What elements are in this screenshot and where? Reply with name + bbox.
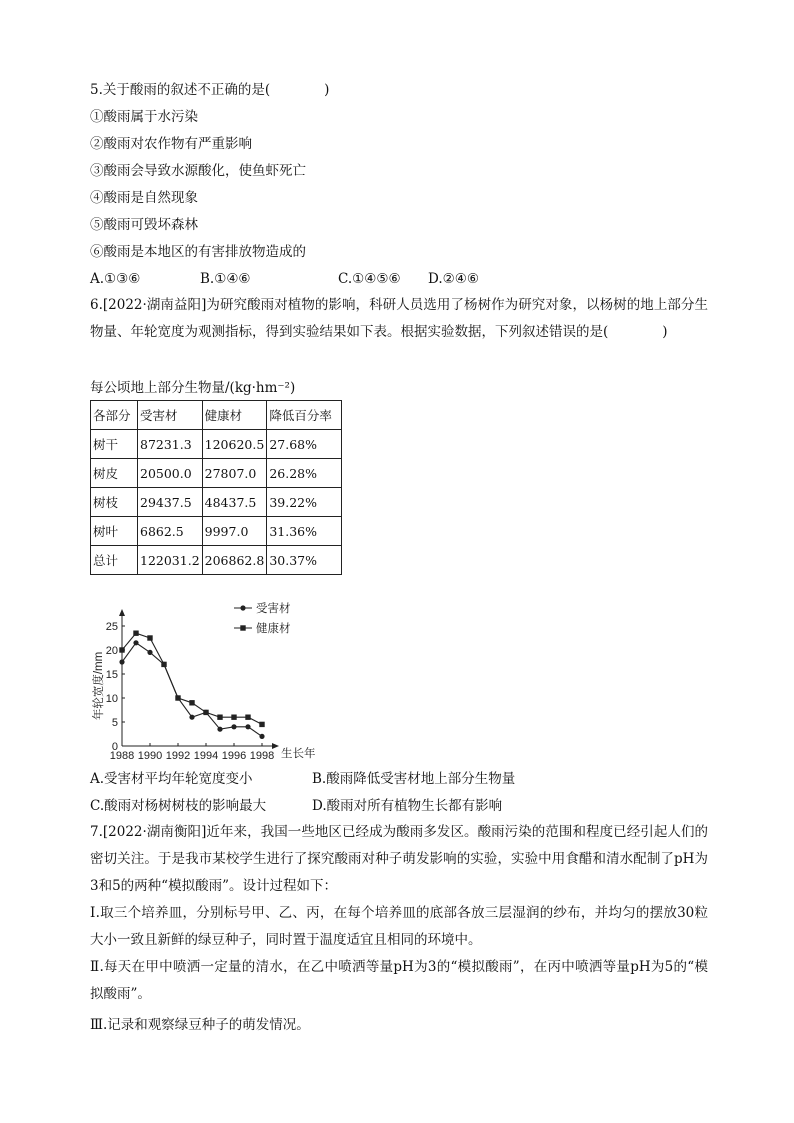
series-point-circle xyxy=(147,650,152,655)
table-cell: 树皮 xyxy=(91,459,138,488)
q5-option-d: D.②④⑥ xyxy=(428,271,479,287)
x-tick-label: 1996 xyxy=(221,750,247,762)
biomass-table xyxy=(90,400,342,575)
q6-options-row-2 xyxy=(90,797,502,815)
series-point-square xyxy=(189,700,194,705)
table-cell: 29437.5 xyxy=(138,488,203,517)
table-cell: 39.22% xyxy=(267,488,342,517)
q5-options xyxy=(90,270,479,288)
series-point-circle xyxy=(189,715,194,720)
table-cell: 树干 xyxy=(91,430,138,459)
q7-step-1: Ⅰ.取三个培养皿，分别标号甲、乙、丙，在每个培养皿的底部各放三层湿润的纱布，并均匀的摆放30粒大小一致且新鲜的绿豆种子，同时置于温度适宜且相同的环境中。 xyxy=(90,905,708,948)
q6-stem: 6.[2022·湖南益阳]为研究酸雨对植物的影响，科研人员选用了杨树作为研究对象，以杨树的地上部分生物量、年轮宽度为观测指标，得到实验结果如下表。根据实验数据，下列叙述错误的是( ) xyxy=(90,297,708,340)
table-cell: 20500.0 xyxy=(138,459,203,488)
series-point-circle xyxy=(133,640,138,645)
q5-item-1: ①酸雨属于水污染 xyxy=(90,109,198,125)
table-cell: 206862.8 xyxy=(202,546,267,575)
q6-options-row-1 xyxy=(90,770,515,788)
table-cell: 122031.2 xyxy=(138,546,203,575)
series-point-square xyxy=(175,695,180,700)
table-row xyxy=(91,546,342,575)
x-tick-label: 1990 xyxy=(137,750,163,762)
y-tick-label: 10 xyxy=(105,693,118,705)
table-header: 健康材 xyxy=(202,401,267,430)
legend-label: 受害材 xyxy=(256,603,291,615)
y-tick-label: 0 xyxy=(111,741,118,753)
legend-marker-circle xyxy=(240,605,245,610)
q7-step-3: Ⅲ.记录和观察绿豆种子的萌发情况。 xyxy=(90,1017,310,1033)
series-point-square xyxy=(133,631,138,636)
q7-stem: 7.[2022·湖南衡阳]近年来，我国一些地区已经成为酸雨多发区。酸雨污染的范围和程度已经引起人们的密切关注。于是我市某校学生进行了探究酸雨对种子萌发影响的实验，实验中用食醋和清水配制了pH为3和5的两种“模拟酸雨”。设计过程如下： xyxy=(90,824,708,894)
table-cell: 31.36% xyxy=(267,517,342,546)
table-cell: 6862.5 xyxy=(138,517,203,546)
table-cell: 树枝 xyxy=(91,488,138,517)
series-line-0 xyxy=(122,643,262,737)
table-cell: 48437.5 xyxy=(202,488,267,517)
series-point-circle xyxy=(259,734,264,739)
q5-item-3: ③酸雨会导致水源酸化，使鱼虾死亡 xyxy=(90,163,306,179)
table-row xyxy=(91,459,342,488)
table-header: 各部分 xyxy=(91,401,138,430)
series-point-square xyxy=(203,710,208,715)
q6-option-c: C.酸雨对杨树树枝的影响最大 xyxy=(90,798,267,814)
series-point-circle xyxy=(217,727,222,732)
q5-item-6: ⑥酸雨是本地区的有害排放物造成的 xyxy=(90,244,306,260)
legend-label: 健康材 xyxy=(256,623,291,635)
table-cell: 30.37% xyxy=(267,546,342,575)
x-axis-label: 生长年 xyxy=(281,748,316,760)
series-point-circle xyxy=(245,724,250,729)
q5-stem: 5.关于酸雨的叙述不正确的是( ) xyxy=(90,82,330,98)
q5-item-2: ②酸雨对农作物有严重影响 xyxy=(90,136,252,152)
y-tick-label: 5 xyxy=(111,717,118,729)
table-caption: 每公顷地上部分生物量/(kg·hm⁻²) xyxy=(90,380,296,396)
series-point-circle xyxy=(231,724,236,729)
table-cell: 树叶 xyxy=(91,517,138,546)
y-tick-label: 20 xyxy=(105,645,118,657)
q5-option-a: A.①③⑥ xyxy=(90,271,141,287)
y-tick-label: 25 xyxy=(105,621,118,633)
table-cell: 27.68% xyxy=(267,430,342,459)
series-line-1 xyxy=(122,633,262,724)
q6-option-b: B.酸雨降低受害材地上部分生物量 xyxy=(312,771,516,787)
x-axis-arrow-icon xyxy=(272,743,279,749)
y-axis-label: 年轮宽度/mm xyxy=(93,651,105,721)
x-tick-label: 1994 xyxy=(193,750,219,762)
table-cell: 9997.0 xyxy=(202,517,267,546)
table-header-row xyxy=(91,401,342,430)
ring-width-line-chart xyxy=(88,578,328,768)
series-point-square xyxy=(259,722,264,727)
table-cell: 87231.3 xyxy=(138,430,203,459)
table-header: 降低百分率 xyxy=(267,401,342,430)
x-tick-label: 1988 xyxy=(109,750,135,762)
table-row xyxy=(91,517,342,546)
table-cell: 120620.5 xyxy=(202,430,267,459)
series-point-square xyxy=(245,715,250,720)
q5-option-b: B.①④⑥ xyxy=(200,271,251,287)
q5-item-4: ④酸雨是自然现象 xyxy=(90,190,198,206)
table-row xyxy=(91,430,342,459)
table-cell: 27807.0 xyxy=(202,459,267,488)
table-header: 受害材 xyxy=(138,401,203,430)
series-point-square xyxy=(161,662,166,667)
table-cell: 总计 xyxy=(91,546,138,575)
table-cell: 26.28% xyxy=(267,459,342,488)
y-axis-arrow-icon xyxy=(119,609,125,616)
y-tick-label: 15 xyxy=(105,669,118,681)
series-point-square xyxy=(119,647,124,652)
q5-option-c: C.①④⑤⑥ xyxy=(338,271,401,287)
series-point-square xyxy=(231,715,236,720)
table-row xyxy=(91,488,342,517)
q6-option-d: D.酸雨对所有植物生长都有影响 xyxy=(312,798,503,814)
q5-item-5: ⑤酸雨可毁坏森林 xyxy=(90,217,198,233)
series-point-circle xyxy=(119,659,124,664)
series-point-square xyxy=(217,715,222,720)
q6-option-a: A.受害材平均年轮宽度变小 xyxy=(90,771,253,787)
legend-marker-square xyxy=(240,625,245,630)
x-tick-label: 1998 xyxy=(249,750,275,762)
q7-step-2: Ⅱ.每天在甲中喷洒一定量的清水，在乙中喷洒等量pH为3的“模拟酸雨”，在丙中喷洒等量pH为5的“模拟酸雨”。 xyxy=(90,959,708,1002)
series-point-square xyxy=(147,635,152,640)
x-tick-label: 1992 xyxy=(165,750,191,762)
